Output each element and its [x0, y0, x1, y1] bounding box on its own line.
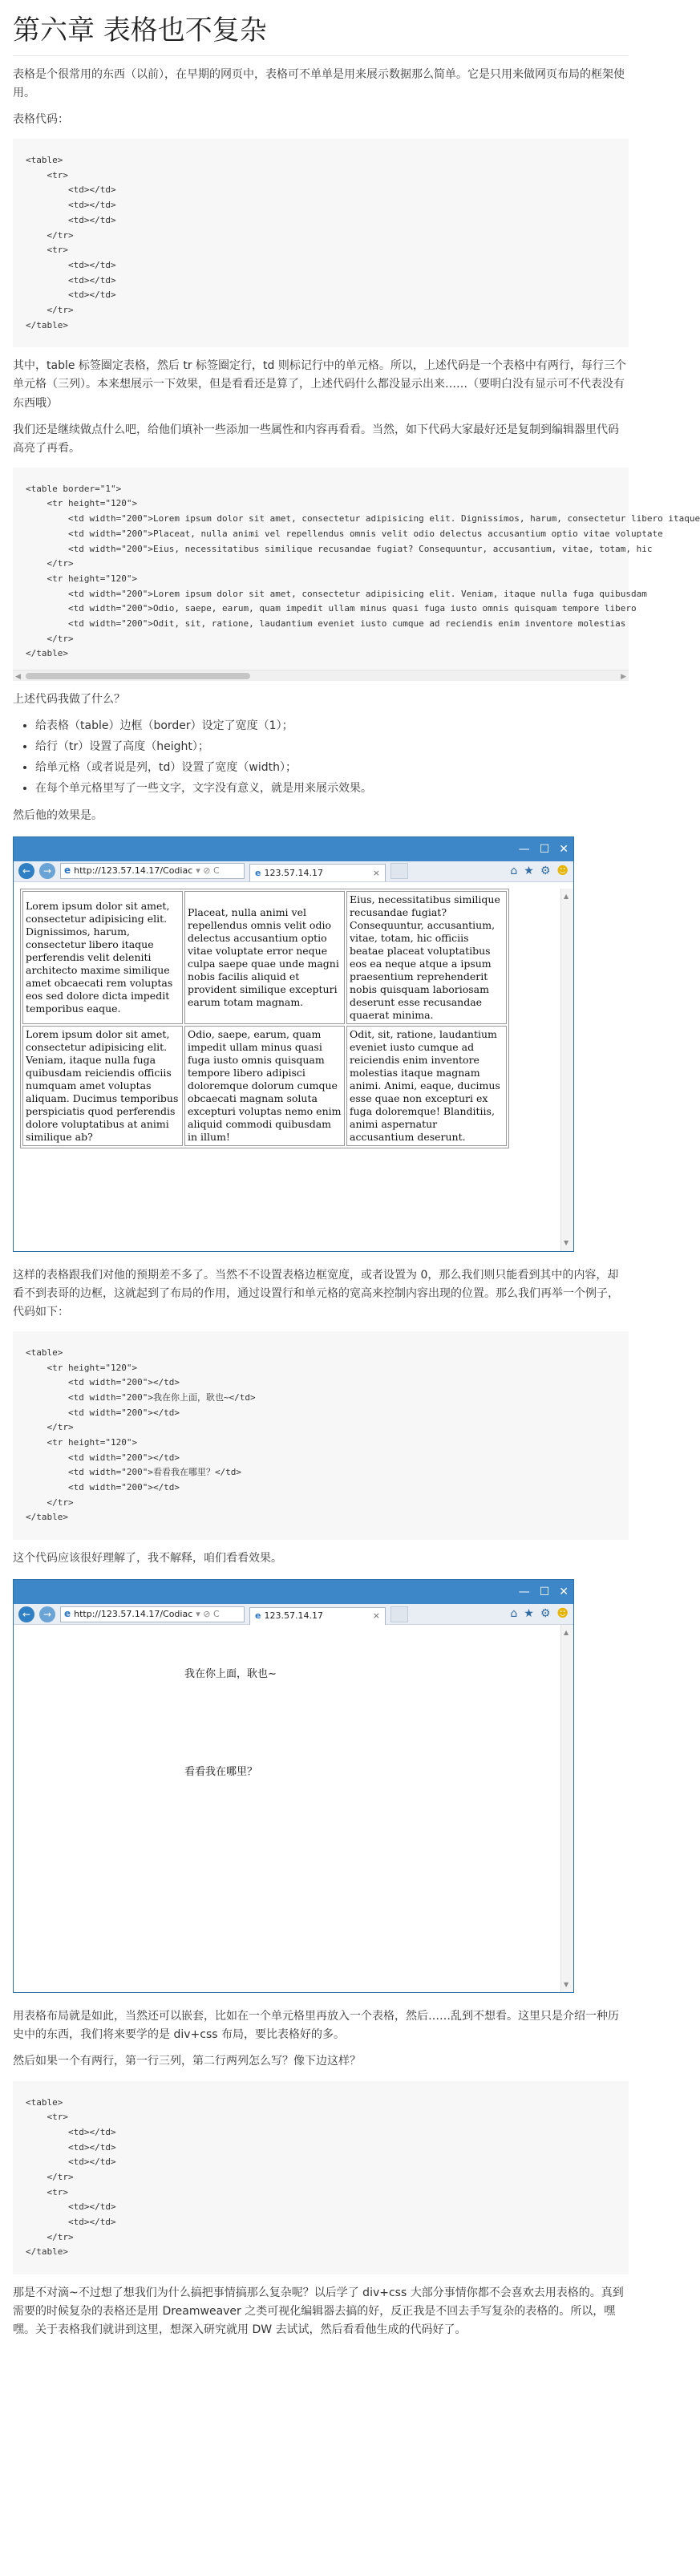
- table-cell: [20, 1626, 180, 1723]
- address-actions[interactable]: ▾ ⊘ C: [196, 1608, 220, 1619]
- browser-titlebar: [14, 837, 573, 861]
- maximize-icon[interactable]: ☐: [539, 1586, 550, 1599]
- address-url: http://123.57.14.17/Codiac: [74, 865, 193, 877]
- ie-icon: e: [64, 865, 71, 877]
- scrollbar-thumb[interactable]: [26, 673, 250, 679]
- browser-tools: [510, 862, 568, 881]
- paragraph-intro: 表格是个很常用的东西（以前），在早期的网页中，表格可不单单是用来展示数据那么简单。它是只用来做网页布局的框架使用。: [13, 67, 625, 99]
- scroll-down-icon[interactable]: ▼: [564, 1981, 569, 1989]
- paragraph-layout: 这样的表格跟我们对他的预期差不多了。当然不不设置表格边框宽度，或者设置为 0，那么我们则只能看到其中的内容，却看不到表哥的边框，这就起到了布局的作用，通过设置行和单元格的宽高来控制内容出现的位置。那么我们再举一个例子，代码如下：: [13, 1268, 619, 1318]
- address-actions[interactable]: ▾ ⊘ C: [196, 865, 220, 877]
- browser-navbar: [14, 861, 573, 882]
- browser-viewport: [14, 889, 573, 1251]
- table-row: [20, 1724, 504, 1821]
- table-cell: 我在你上面，耿也~: [184, 1667, 277, 1680]
- tab-title: 123.57.14.17: [264, 867, 323, 878]
- new-tab-button[interactable]: [390, 1606, 408, 1622]
- scroll-down-icon[interactable]: ▼: [564, 1239, 569, 1247]
- minimize-icon[interactable]: —: [518, 1586, 530, 1599]
- table-cell: [344, 1626, 504, 1723]
- browser-tools: [510, 1605, 568, 1623]
- table-row: [22, 891, 507, 1024]
- scroll-up-icon[interactable]: ▲: [564, 1629, 569, 1637]
- feedback-smiley-icon[interactable]: ☻: [556, 864, 568, 877]
- code-block-bordered-table: <table border="1"> <tr height="120"> <td width="200">Lorem ipsum dolor sit amet, consectetur adipisicing elit. Dignissimos, harum, consectetur libero itaque <td width="200">Placeat, nulla animi vel repellendus omnis velit odio delectus accusantium optio vitae voluptate <td width="200">Eius, necessitatibus similique recusandae fugiat? Consequuntur, accusantium, vitae, totam, hic </tr> <tr height="120"> <td width="200">Lorem ipsum dolor sit amet, consectetur adipisicing elit. Veniam, itaque nulla fuga quibusdam <td width="200">Odio, saepe, earum, quam impedit ullam minus quasi fuga iusto omnis quisquam tempore libero <td width="200">Odit, sit, ratione, laudantium eveniet iusto cumque ad reciendis enim inventore molestias </tr> </table>: [13, 468, 629, 670]
- code-block-layout-table: <table> <tr height="120"> <td width="200"></td> <td width="200">我在你上面，耿也~</td> <td width="200"></td> </tr> <tr height="120"> <td width="200"></td> <td width="200">看看我在哪里？</td> <td width="200"></td> </tr> </table>: [13, 1331, 629, 1540]
- address-bar[interactable]: [60, 1606, 245, 1622]
- address-bar[interactable]: [60, 863, 245, 879]
- paragraph-question: 上述代码我做了什么？: [13, 693, 125, 707]
- favorites-star-icon[interactable]: ★: [524, 1607, 534, 1621]
- back-button[interactable]: ←: [18, 863, 34, 879]
- browser-tab[interactable]: [249, 1607, 386, 1625]
- close-icon[interactable]: ✕: [559, 842, 568, 856]
- browser-screenshot-1: [13, 836, 574, 1252]
- tab-title: 123.57.14.17: [264, 1610, 323, 1622]
- settings-gear-icon[interactable]: ⚙: [540, 864, 551, 877]
- browser-navbar: [14, 1604, 573, 1625]
- list-item: • 给表格（table）边框（border）设定了宽度（1）；: [35, 717, 629, 735]
- bullet-list: [35, 717, 629, 798]
- paragraph-result: 然后他的效果是。: [13, 808, 103, 822]
- table-cell: [344, 1724, 504, 1821]
- back-button[interactable]: ←: [18, 1606, 34, 1622]
- table-cell: Lorem ipsum dolor sit amet, consectetur adipisicing elit. Veniam, itaque nulla fuga quibusdam reiciendis officiis numquam amet voluptas aliquam. Ducimus temporibus perspiciatis quod perferendis dolore voluptatibus at animi similique ab?: [22, 1026, 183, 1146]
- tab-close-icon[interactable]: ×: [372, 1610, 380, 1622]
- ie-icon: e: [64, 1607, 71, 1619]
- page-title: 第六章 表格也不复杂: [13, 10, 629, 56]
- table-cell: Placeat, nulla animi vel repellendus omnis velit odio delectus accusantium optio vitae voluptate error neque culpa saepe quae unde magni nobis facilis aliquid et provident similique excepturi earum totam magnam.: [184, 891, 345, 1024]
- maximize-icon[interactable]: ☐: [539, 842, 550, 856]
- browser-viewport: [14, 1625, 573, 1992]
- tab-ie-icon: e: [255, 1610, 261, 1622]
- paragraph-see-effect: 这个代码应该很好理解了，我不解释，咱们看看效果。: [13, 1552, 282, 1565]
- scroll-left-icon[interactable]: ◀: [15, 673, 21, 682]
- table-cell: Lorem ipsum dolor sit amet, consectetur adipisicing elit. Dignissimos, harum, consectetur libero itaque perferendis velit deleniti architecto maxime similique amet obcaecati rem voluptas eos sed dolore dicta impedit temporibus eaque.: [22, 891, 183, 1024]
- code-block-uneven-table: <table> <tr> <td></td> <td></td> <td></td> </tr> <tr> <td></td> <td></td> </tr> </table>: [13, 2081, 629, 2275]
- table-cell: [20, 1724, 180, 1821]
- home-icon[interactable]: ⌂: [510, 1607, 518, 1621]
- paragraph-explain: 其中，table 标签圈定表格，然后 tr 标签圈定行，td 则标记行中的单元格。所以，上述代码是一个表格中有两行，每行三个单元格（三列）。本来想展示一下效果，但是看看还是算了，上述代码什么都没显示出来……（要明白没有显示可不代表没有东西哦）: [13, 359, 626, 410]
- forward-button[interactable]: →: [39, 1606, 55, 1622]
- code-block-scrollable: [13, 468, 700, 682]
- vertical-scrollbar[interactable]: [560, 889, 573, 1251]
- paragraph-conclusion: 那是不对滴~不过想了想我们为什么搞把事情搞那么复杂呢？以后学了 div+css 大部分事情你都不会喜欢去用表格的。真到需要的时候复杂的表格还是用 Dreamweaver 之类可视化编辑器去搞的好，反正我是不回去手写复杂的表格的。所以，嘿嘿。关于表格我们就讲到这里，想深入研究就用 DW 去试试，然后看看他生成的代码好了。: [13, 2286, 624, 2337]
- paragraph-continue: 我们还是继续做点什么吧，给他们填补一些添加一些属性和内容再看看。当然，如下代码大家最好还是复制到编辑器里代码高亮了再看。: [13, 423, 619, 455]
- code-block-basic-table: <table> <tr> <td></td> <td></td> <td></td> </tr> <tr> <td></td> <td></td> <td></td> </tr> </table>: [13, 139, 629, 347]
- browser-screenshot-2: [13, 1579, 574, 1993]
- paragraph-code-label: 表格代码：: [13, 112, 69, 126]
- horizontal-scrollbar[interactable]: [13, 670, 629, 681]
- settings-gear-icon[interactable]: ⚙: [540, 1607, 551, 1621]
- window-controls: [519, 1583, 568, 1602]
- tab-close-icon[interactable]: ×: [372, 867, 380, 878]
- demo-bordered-table: [20, 889, 509, 1148]
- browser-titlebar: [14, 1580, 573, 1604]
- paragraph-rowspan-question: 然后如果一个有两行，第一行三列，第二行两列怎么写？像下边这样？: [13, 2055, 361, 2068]
- window-controls: [519, 840, 568, 859]
- table-cell: Odit, sit, ratione, laudantium eveniet iusto cumque ad reiciendis enim inventore molestias itaque magnam animi. Animi, eaque, ducimus esse quae non excepturi ex fuga doloremque! Blanditiis, animi aspernatur accusantium deserunt.: [346, 1026, 507, 1146]
- feedback-smiley-icon[interactable]: ☻: [556, 1607, 568, 1621]
- favorites-star-icon[interactable]: ★: [524, 864, 534, 877]
- demo-layout-table: [18, 1625, 506, 1822]
- list-item: • 给行（tr）设置了高度（height）；: [35, 738, 629, 756]
- close-icon[interactable]: ✕: [559, 1586, 568, 1599]
- forward-button[interactable]: →: [39, 863, 55, 879]
- new-tab-button[interactable]: [390, 863, 408, 879]
- browser-tab[interactable]: [249, 864, 386, 881]
- table-row: [20, 1626, 504, 1723]
- list-item: • 给单元格（或者说是列，td）设置了宽度（width）；: [35, 759, 629, 777]
- list-item: • 在每个单元格里写了一些文字，文字没有意义，就是用来展示效果。: [35, 780, 629, 798]
- scroll-up-icon[interactable]: ▲: [564, 892, 569, 900]
- minimize-icon[interactable]: —: [518, 842, 530, 856]
- table-cell: Eius, necessitatibus similique recusandae fugiat? Consequuntur, accusantium, vitae, totam, hic officiis beatae placeat voluptatibus eos ea neque atque a ipsum praesentium reprehenderit nobis quisquam laboriosam deserunt esse recusandae quaerat minima.: [346, 891, 507, 1024]
- table-cell: Odio, saepe, earum, quam impedit ullam minus quasi fuga iusto omnis quisquam tempore libero adipisci doloremque dolorum cumque obcaecati magnam soluta excepturi voluptas nemo enim aliquid commodi quibusdam in illum!: [184, 1026, 345, 1146]
- scroll-right-icon[interactable]: ▶: [621, 673, 626, 682]
- tab-ie-icon: e: [255, 867, 261, 878]
- paragraph-nesting: 用表格布局就是如此，当然还可以嵌套，比如在一个单元格里再放入一个表格，然后……乱到不想看。这里只是介绍一种历史中的东西，我们将来要学的是 div+css 布局，要比表格好的多。: [13, 2010, 619, 2042]
- home-icon[interactable]: ⌂: [510, 864, 518, 877]
- table-row: [22, 1026, 507, 1146]
- address-url: http://123.57.14.17/Codiac: [74, 1608, 193, 1619]
- vertical-scrollbar[interactable]: [560, 1625, 573, 1992]
- table-cell: 看看我在哪里？: [184, 1765, 258, 1778]
